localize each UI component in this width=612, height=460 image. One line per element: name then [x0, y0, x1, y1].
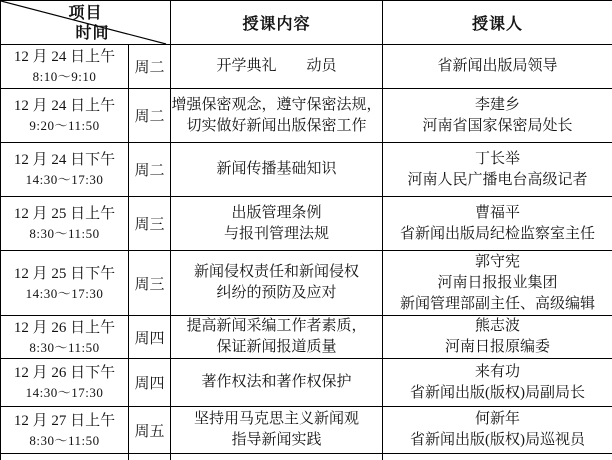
- date-time-cell: [1, 359, 129, 407]
- time-text: 9:20～11:50: [1, 117, 128, 135]
- corner-label-time: 时间: [8, 24, 171, 44]
- time-text: 14:30～17:30: [1, 285, 128, 303]
- date-text: 12 月 25 日下午: [1, 264, 128, 285]
- time-text: 8:30～11:50: [1, 225, 128, 243]
- course-content-cell: [171, 89, 383, 143]
- date-time-cell: [1, 251, 129, 316]
- lecturer-cell: [383, 197, 612, 251]
- course-content-line: 坚持用马克思主义新闻观: [171, 409, 382, 430]
- lecturer-line: 省新闻出版(版权)局巡视员: [383, 430, 612, 451]
- header-row: [1, 1, 612, 45]
- schedule-row: [1, 89, 612, 143]
- time-text: 14:30～17:30: [1, 384, 128, 402]
- date-text: 12 月 27 日上午: [1, 411, 128, 432]
- lecturer-cell: [383, 407, 612, 454]
- empty-cell: [383, 454, 612, 460]
- lecturer-line: 省新闻出版(版权)局副局长: [383, 383, 612, 404]
- time-text: 14:30～17:30: [1, 171, 128, 189]
- date-time-cell: [1, 316, 129, 359]
- partial-bottom-row: [1, 454, 612, 460]
- empty-cell: [1, 454, 129, 460]
- empty-cell: [171, 454, 383, 460]
- schedule-row: [1, 45, 612, 89]
- course-content-cell: [171, 316, 383, 359]
- weekday-cell: 周四: [129, 359, 171, 407]
- date-time-cell: [1, 45, 129, 89]
- time-text: 8:30～11:50: [1, 432, 128, 450]
- date-time-cell: [1, 407, 129, 454]
- course-content-cell: [171, 143, 383, 197]
- lecturer-line: 河南日报报业集团: [383, 273, 612, 294]
- lecturer-cell: [383, 89, 612, 143]
- column-header-content: 授课内容: [171, 1, 383, 45]
- course-content-line: 提高新闻采编工作者素质，: [171, 316, 382, 337]
- time-text: 8:30～11:50: [1, 339, 128, 357]
- column-header-lecturer: 授课人: [383, 1, 612, 45]
- lecturer-line: 李建乡: [383, 95, 612, 116]
- course-content-cell: [171, 407, 383, 454]
- weekday-cell: 周五: [129, 407, 171, 454]
- date-text: 12 月 24 日下午: [1, 150, 128, 171]
- lecturer-line: 曹福平: [383, 203, 612, 224]
- course-content-cell: [171, 45, 383, 89]
- date-time-cell: [1, 197, 129, 251]
- corner-label-item: 项目: [1, 4, 170, 24]
- schedule-row: [1, 251, 612, 316]
- lecturer-cell: [383, 359, 612, 407]
- course-content-line: 出版管理条例: [171, 203, 382, 224]
- lecturer-line: 新闻管理部副主任、高级编辑: [383, 294, 612, 315]
- weekday-cell: 周三: [129, 251, 171, 316]
- lecturer-line: 省新闻出版局纪检监察室主任: [383, 224, 612, 245]
- time-text: 8:10～9:10: [1, 68, 128, 86]
- lecturer-cell: [383, 45, 612, 89]
- date-text: 12 月 24 日上午: [1, 96, 128, 117]
- weekday-cell: 周四: [129, 316, 171, 359]
- course-content-line: 指导新闻实践: [171, 430, 382, 451]
- course-content-cell: [171, 359, 383, 407]
- date-time-cell: [1, 89, 129, 143]
- weekday-cell: 周二: [129, 143, 171, 197]
- lecturer-line: 郭守宪: [383, 252, 612, 273]
- weekday-cell: 周三: [129, 197, 171, 251]
- corner-header-cell: [1, 1, 171, 45]
- empty-cell: [129, 454, 171, 460]
- schedule-row: [1, 316, 612, 359]
- schedule-row: [1, 197, 612, 251]
- lecturer-line: 何新年: [383, 409, 612, 430]
- lecturer-line: 河南人民广播电台高级记者: [383, 170, 612, 191]
- date-text: 12 月 25 日上午: [1, 204, 128, 225]
- lecturer-cell: [383, 316, 612, 359]
- course-content-line: 新闻侵权责任和新闻侵权: [171, 262, 382, 283]
- lecturer-line: 河南日报原编委: [383, 337, 612, 358]
- weekday-cell: 周二: [129, 89, 171, 143]
- course-content-line: 开学典礼 动员: [171, 56, 382, 77]
- weekday-cell: 周二: [129, 45, 171, 89]
- lecturer-line: 省新闻出版局领导: [383, 56, 612, 77]
- lecturer-line: 丁长举: [383, 149, 612, 170]
- date-text: 12 月 26 日上午: [1, 318, 128, 339]
- course-content-line: 保证新闻报道质量: [171, 337, 382, 358]
- date-time-cell: [1, 143, 129, 197]
- schedule-row: [1, 407, 612, 454]
- date-text: 12 月 26 日下午: [1, 363, 128, 384]
- date-text: 12 月 24 日上午: [1, 47, 128, 68]
- lecturer-line: 来有功: [383, 362, 612, 383]
- course-content-line: 纠纷的预防及应对: [171, 283, 382, 304]
- lecturer-cell: [383, 143, 612, 197]
- course-content-line: 增强保密观念，遵守保密法规，: [171, 95, 382, 116]
- course-content-cell: [171, 251, 383, 316]
- lecturer-line: 河南省国家保密局处长: [383, 116, 612, 137]
- schedule-row: [1, 143, 612, 197]
- course-content-line: 著作权法和著作权保护: [171, 372, 382, 393]
- lecturer-cell: [383, 251, 612, 316]
- lecturer-line: 熊志波: [383, 316, 612, 337]
- course-content-line: 新闻传播基础知识: [171, 159, 382, 180]
- course-content-line: 切实做好新闻出版保密工作: [171, 116, 382, 137]
- course-content-cell: [171, 197, 383, 251]
- schedule-row: [1, 359, 612, 407]
- course-content-line: 与报刊管理法规: [171, 224, 382, 245]
